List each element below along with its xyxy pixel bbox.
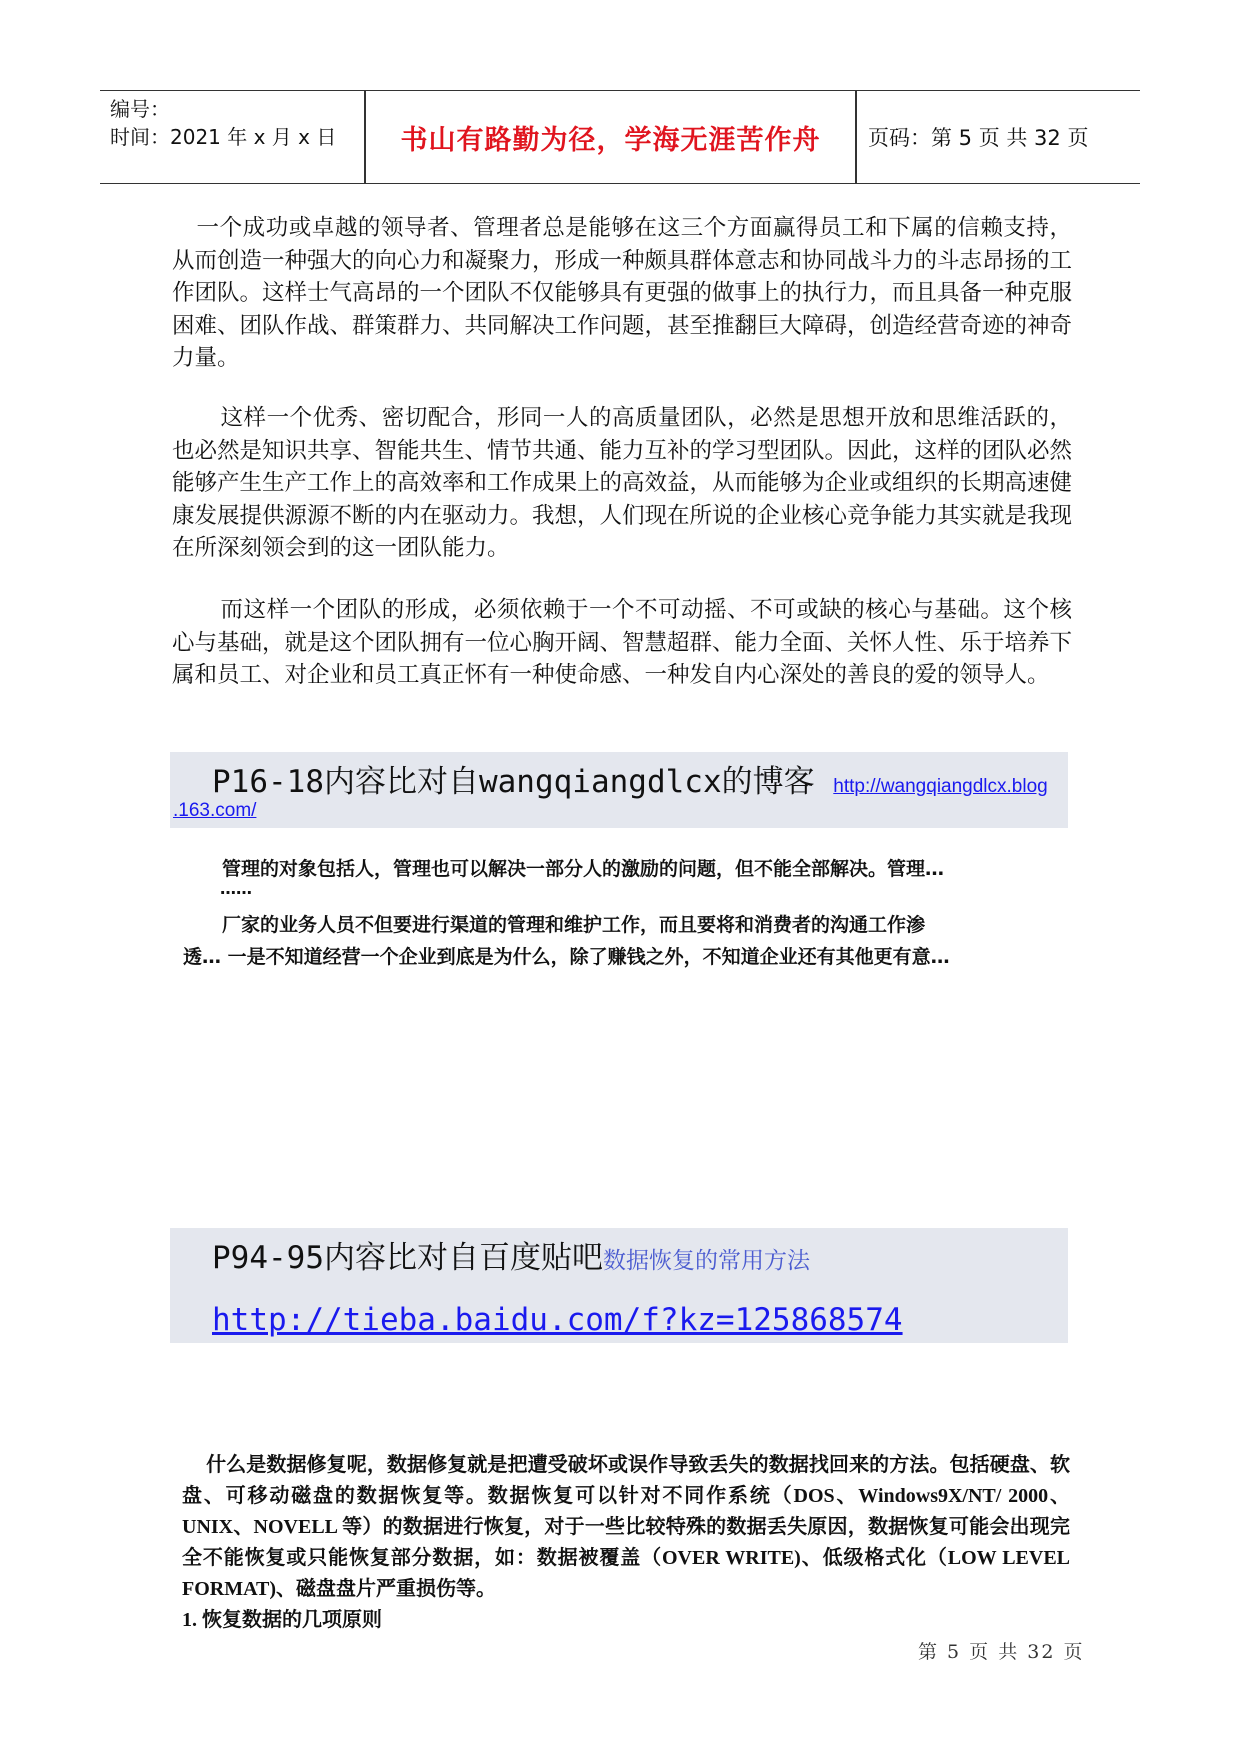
snippet-line: 管理的对象包括人，管理也可以解决一部分人的激励的问题，但不能全部解决。管理… <box>222 858 945 880</box>
time-label: 时间：2021 年 x 月 x 日 <box>110 125 337 149</box>
source-callout-2 <box>170 1228 1068 1343</box>
tieba-link[interactable]: http://tieba.baidu.com/f?kz=125868574 <box>212 1302 903 1338</box>
snippet-ellipsis: …… <box>220 879 252 898</box>
body-paragraph-3 <box>172 594 1072 692</box>
paragraph-text: 而这样一个团队的形成，必须依赖于一个不可动摇、不可或缺的核心与基础。这个核心与基础，就是这个团队拥有一位心胸开阔、智慧超群、能力全面、关怀人性、乐于培养下属和员工、对企业和员工真正怀有一种使命感、一种发自内心深处的善良的爱的领导人。 <box>172 597 1073 688</box>
callout-title <box>212 1232 810 1277</box>
callout-page-range: P94-95 <box>212 1240 324 1276</box>
data-recovery-paragraph <box>182 1450 1070 1605</box>
callout-title <box>212 756 1048 801</box>
snippet-line: 厂家的业务人员不但要进行渠道的管理和维护工作，而且要将和消费者的沟通工作渗 <box>222 914 926 936</box>
number-label: 编号： <box>110 97 170 121</box>
header-motto: 书山有路勤为径，学海无涯苦作舟 <box>400 124 821 156</box>
header-meta <box>110 91 365 183</box>
body-paragraph-2 <box>172 402 1072 565</box>
page-footer: 第 5 页 共 32 页 <box>918 1641 1085 1663</box>
blog-link[interactable]: http://wangqiangdlcx.blog <box>833 776 1048 797</box>
header-divider <box>855 91 857 183</box>
source-callout-1 <box>170 752 1068 828</box>
body-paragraph-1 <box>172 212 1072 375</box>
callout-title-suffix: 的博客 <box>721 764 815 800</box>
paragraph-text: 一个成功或卓越的领导者、管理者总是能够在这三个方面赢得员工和下属的信赖支持，从而创造一种强大的向心力和凝聚力，形成一种颇具群体意志和协同战斗力的斗志昂扬的工作团队。这样士气高昂的一个团队不仅能够具有更强的做事上的执行力，而且具备一种克服困难、团队作战、群策群力、共同解决工作问题，甚至推翻巨大障碍，创造经营奇迹的神奇力量。 <box>172 215 1073 371</box>
paragraph-text: 这样一个优秀、密切配合，形同一人的高质量团队，必然是思想开放和思维活跃的，也必然是知识共享、智能共生、情节共通、能力互补的学习型团队。因此，这样的团队必然能够产生生产工作上的高效率和工作成果上的高效益，从而能够为企业或组织的长期高速健康发展提供源源不断的内在驱动力。我想，人们现在所说的企业核心竞争能力其实就是我现在所深刻领会到的这一团队能力。 <box>172 405 1073 561</box>
callout-title-text: 内容比对自百度贴吧 <box>323 1240 603 1276</box>
section-heading: 1. 恢复数据的几项原则 <box>182 1609 382 1631</box>
blog-link-continued[interactable]: .163.com/ <box>173 800 257 821</box>
callout-subtitle: 数据恢复的常用方法 <box>602 1248 810 1274</box>
document-header <box>100 90 1140 184</box>
page-code: 页码：第 5 页 共 32 页 <box>868 126 1089 150</box>
paragraph-text: 什么是数据修复呢，数据修复就是把遭受破坏或误作导致丢失的数据找回来的方法。包括硬盘、软盘、可移动磁盘的数据恢复等。数据恢复可以针对不同作系统（DOS、Windows9X/NT/ 2000、UNIX、NOVELL 等）的数据进行恢复，对于一些比较特殊的数据丢失原因，数据恢复可能会出现完全不能恢复或只能恢复部分数据，如：数据被覆盖（OVER WRITE)、低级格式化（LOW LEVEL FORMAT)、磁盘盘片严重损伤等。 <box>182 1454 1070 1600</box>
callout-title-text: 内容比对自 <box>323 764 479 800</box>
snippet-line: 透… 一是不知道经营一个企业到底是为什么，除了赚钱之外，不知道企业还有其他更有意… <box>183 946 950 968</box>
callout-page-range: P16-18 <box>212 764 324 800</box>
callout-author: wangqiangdlcx <box>478 764 722 800</box>
